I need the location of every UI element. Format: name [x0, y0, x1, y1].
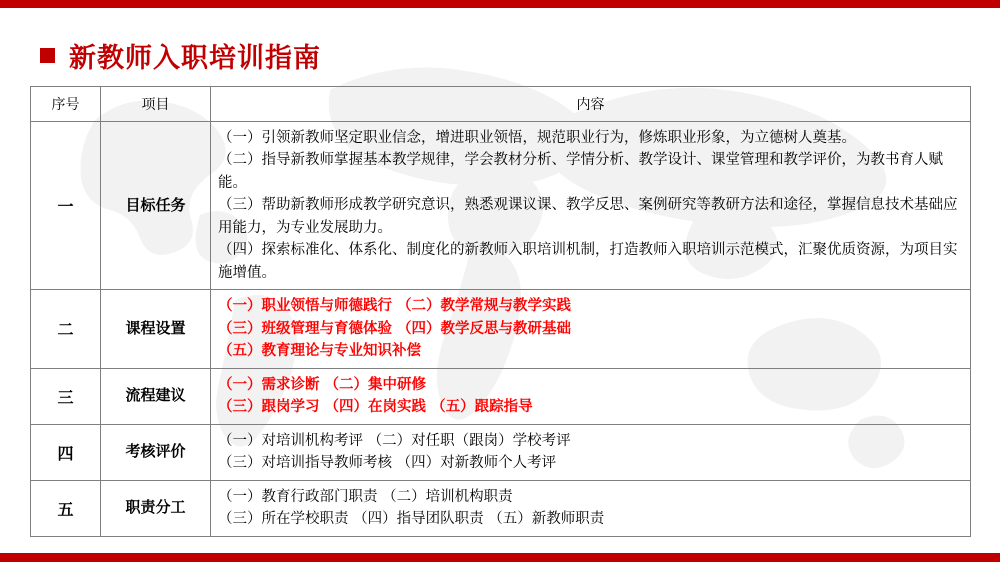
title-text: 新教师入职培训指南: [69, 43, 321, 74]
row-item: 流程建议: [101, 368, 211, 424]
content-line: （二）指导新教师掌握基本教学规律，学会教材分析、学情分析、教学设计、课堂管理和教学评价，为教书育人赋能。: [218, 152, 943, 191]
row-item: 考核评价: [101, 424, 211, 480]
content-line: （三）跟岗学习 （四）在岗实践 （五）跟踪指导: [218, 399, 533, 416]
row-item: 职责分工: [101, 480, 211, 536]
content-line: （一）对培训机构考评 （二）对任职（跟岗）学校考评: [218, 432, 571, 449]
row-content: [211, 480, 971, 536]
row-content: [211, 424, 971, 480]
guide-table: [30, 86, 971, 537]
slide-title: [40, 36, 321, 75]
table-row: [31, 368, 971, 424]
table-row: [31, 424, 971, 480]
content-line: （三）班级管理与育德体验 （四）教学反思与教研基础: [218, 320, 572, 337]
row-number: 三: [31, 368, 101, 424]
content-line: （四）探索标准化、体系化、制度化的新教师入职培训机制，打造教师入职培训示范模式，汇聚优质资源，为项目实施增值。: [218, 242, 958, 281]
row-content: [211, 368, 971, 424]
row-number: 五: [31, 480, 101, 536]
content-line: （一）需求诊断 （二）集中研修: [218, 376, 427, 393]
header-cell-content: 内容: [211, 87, 971, 122]
row-content: [211, 290, 971, 368]
content-line: （五）教育理论与专业知识补偿: [218, 343, 421, 360]
content-line: （三）帮助新教师形成教学研究意识，熟悉观课议课、教学反思、案例研究等教研方法和途径，掌握信息技术基础应用能力，为专业发展助力。: [218, 197, 958, 236]
square-bullet-icon: [40, 48, 55, 63]
row-number: 二: [31, 290, 101, 368]
content-line: （一）引领新教师坚定职业信念，增进职业领悟，规范职业行为，修炼职业形象，为立德树人奠基。: [218, 130, 856, 146]
header-cell-item: 项目: [101, 87, 211, 122]
content-line: （三）所在学校职责 （四）指导团队职责 （五）新教师职责: [218, 511, 605, 528]
row-item: 目标任务: [101, 122, 211, 290]
table-row: [31, 480, 971, 536]
content-line: （一）教育行政部门职责 （二）培训机构职责: [218, 488, 513, 505]
bottom-accent-bar: [0, 553, 1000, 562]
row-number: 一: [31, 122, 101, 290]
table-row: [31, 290, 971, 368]
content-line: （三）对培训指导教师考核 （四）对新教师个人考评: [218, 455, 557, 472]
header-cell-num: 序号: [31, 87, 101, 122]
row-item: 课程设置: [101, 290, 211, 368]
top-accent-bar: [0, 0, 1000, 8]
row-number: 四: [31, 424, 101, 480]
content-line: （一）职业领悟与师德践行 （二）教学常规与教学实践: [218, 298, 572, 315]
table-header-row: [31, 87, 971, 122]
row-content: [211, 122, 971, 290]
table-row: [31, 122, 971, 290]
